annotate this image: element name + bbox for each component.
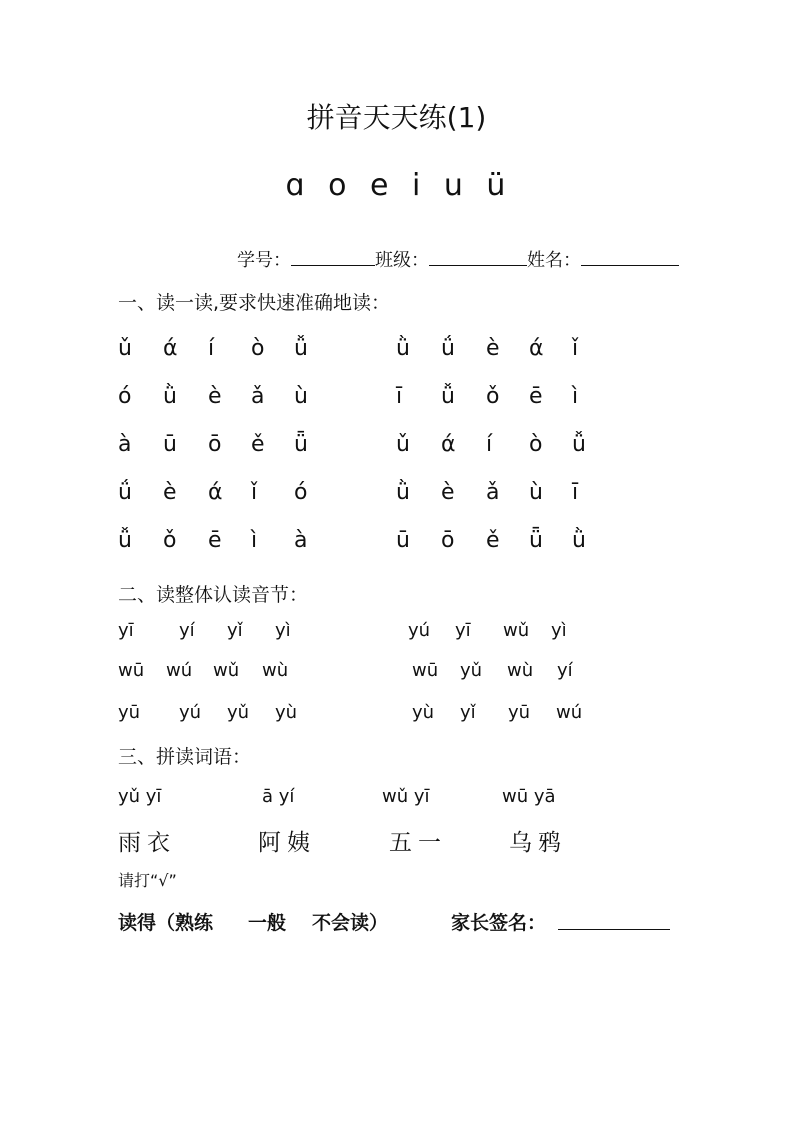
pinyin-letter: ά [529, 336, 544, 361]
syllable: yū [118, 702, 141, 723]
syllable: wù [507, 660, 534, 681]
pinyin-letter: ǖ [294, 432, 308, 457]
word-hanzi: 五一 [389, 830, 447, 856]
pinyin-letter: ǐ [251, 480, 258, 505]
syllable: yú [179, 702, 202, 723]
syllable: wǔ [213, 660, 240, 681]
student-no-label: 学号： [237, 250, 291, 271]
pinyin-letter: ǚ [294, 336, 308, 361]
pinyin-letter: ó [294, 480, 308, 505]
pinyin-letter: ī [396, 384, 403, 409]
syllable: yì [551, 620, 567, 641]
pinyin-letter: ǔ [396, 432, 410, 457]
pinyin-letter: ō [441, 528, 455, 553]
pinyin-letter: è [441, 480, 455, 505]
syllable: wù [262, 660, 289, 681]
syllable: yī [455, 620, 471, 641]
pinyin-letter: ū [163, 432, 177, 457]
section2-heading: 二、读整体认读音节： [118, 584, 309, 606]
pinyin-letter: è [163, 480, 177, 505]
pinyin-letter: ē [529, 384, 543, 409]
syllable: yǔ [227, 702, 250, 723]
pinyin-letter: ǚ [118, 528, 132, 553]
pinyin-letter: è [486, 336, 500, 361]
pinyin-letter: ó [118, 384, 132, 409]
section3-heading: 三、拼读词语： [118, 746, 252, 768]
student-no-field[interactable] [291, 247, 375, 266]
reading-label: 读得（熟练 [118, 912, 214, 934]
syllable: yú [408, 620, 431, 641]
pinyin-letter: ù [529, 480, 543, 505]
word-pinyin: wǔ yī [382, 786, 430, 807]
name-label: 姓名： [527, 250, 581, 271]
reading-option-general[interactable]: 一般 [248, 912, 287, 934]
pinyin-letter: ǚ [441, 384, 455, 409]
syllable: yù [275, 702, 298, 723]
syllable: wú [556, 702, 583, 723]
pinyin-letter: ì [251, 528, 258, 553]
word-pinyin: ā yí [262, 786, 295, 807]
class-label: 班级： [375, 250, 429, 271]
pinyin-letter: ǔ [118, 336, 132, 361]
pinyin-letter: ē [208, 528, 222, 553]
pinyin-letter: è [208, 384, 222, 409]
syllable: wū [118, 660, 145, 681]
word-pinyin: wū yā [502, 786, 556, 807]
pinyin-letter: ǎ [486, 480, 500, 505]
pinyin-letter: ò [251, 336, 265, 361]
syllable: yǔ [460, 660, 483, 681]
pinyin-letter: ō [208, 432, 222, 457]
pinyin-letter: ǜ [396, 480, 410, 505]
pinyin-letter: ǒ [486, 384, 500, 409]
pinyin-letter: ǜ [396, 336, 410, 361]
word-hanzi: 阿姨 [258, 830, 316, 856]
pinyin-letter: ǘ [441, 336, 455, 361]
syllable: yí [557, 660, 573, 681]
parent-signature-label: 家长签名： [451, 912, 547, 934]
syllable: yū [508, 702, 531, 723]
pinyin-letter: ì [572, 384, 579, 409]
pinyin-letter: ǒ [163, 528, 177, 553]
word-pinyin: yǔ yī [118, 786, 162, 807]
pinyin-letter: ù [294, 384, 308, 409]
pinyin-letter: ǘ [118, 480, 132, 505]
parent-signature-field[interactable] [558, 929, 670, 930]
pinyin-letter: à [118, 432, 132, 457]
pinyin-letter: í [208, 336, 215, 361]
pinyin-letter: ě [486, 528, 500, 553]
page-title: 拼音天天练(1) [306, 101, 487, 134]
class-field[interactable] [429, 247, 527, 266]
pinyin-letter: ǐ [572, 336, 579, 361]
check-note: 请打“√” [118, 871, 177, 890]
pinyin-letter: ò [529, 432, 543, 457]
word-hanzi: 雨衣 [118, 830, 176, 856]
pinyin-letter: ī [572, 480, 579, 505]
vowels-heading: ɑ o e i u ü [285, 168, 508, 203]
pinyin-letter: ά [163, 336, 178, 361]
word-hanzi: 乌鸦 [509, 830, 567, 856]
pinyin-letter: à [294, 528, 308, 553]
name-field[interactable] [581, 247, 679, 266]
pinyin-letter: ǜ [163, 384, 177, 409]
pinyin-letter: ū [396, 528, 410, 553]
pinyin-letter: í [486, 432, 493, 457]
syllable: yǐ [460, 702, 476, 723]
syllable: yí [179, 620, 195, 641]
pinyin-letter: ά [208, 480, 223, 505]
syllable: wú [166, 660, 193, 681]
syllable: wǔ [503, 620, 530, 641]
syllable: yī [118, 620, 134, 641]
section1-heading: 一、读一读,要求快速准确地读： [118, 292, 391, 314]
pinyin-letter: ǜ [572, 528, 586, 553]
syllable: yǐ [227, 620, 243, 641]
syllable: yì [275, 620, 291, 641]
syllable: yù [412, 702, 435, 723]
syllable: wū [412, 660, 439, 681]
pinyin-letter: ǖ [529, 528, 543, 553]
info-line [237, 246, 679, 272]
pinyin-letter: ǚ [572, 432, 586, 457]
pinyin-letter: ě [251, 432, 265, 457]
pinyin-letter: ά [441, 432, 456, 457]
reading-option-cannot[interactable]: 不会读） [312, 912, 389, 934]
pinyin-letter: ǎ [251, 384, 265, 409]
